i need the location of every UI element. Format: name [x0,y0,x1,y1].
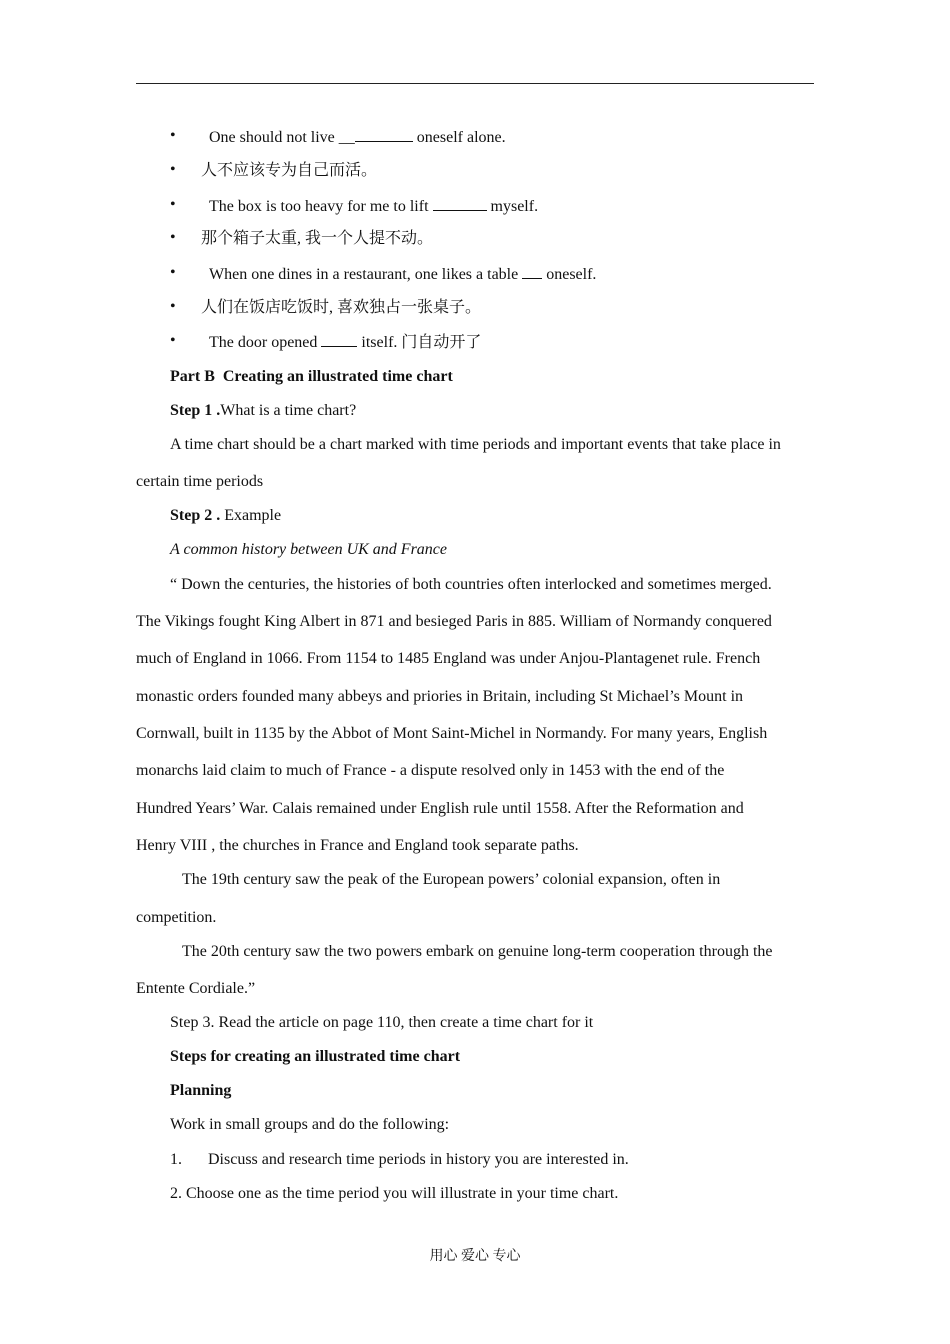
bullet-translation: 人们在饭店吃饭时, 喜欢独占一张桌子。 [201,299,482,316]
work-instruction: Work in small groups and do the following: [170,1116,450,1133]
bullet-sentence: When one dines in a restaurant, one likes a table oneself. [209,266,597,283]
bullet-sentence: The door opened itself. 门自动开了 [209,334,482,351]
example-title: A common history between UK and France [170,541,447,558]
quote-line: Cornwall, built in 1135 by the Abbot of Mont Saint-Michel in Normandy. For many years, English [136,725,768,742]
bullet-translation: 人不应该专为自己而活。 [201,162,378,179]
bullet-icon: • [170,298,176,315]
bullet-sentence: The box is too heavy for me to lift myself. [209,198,539,215]
step-1-answer-line: certain time periods [136,473,264,490]
quote-line: Hundred Years’ War. Calais remained under English rule until 1558. After the Reformation and [136,800,744,817]
step-3: Step 3. Read the article on page 110, then create a time chart for it [170,1014,594,1031]
paragraph-19th-century: The 19th century saw the peak of the European powers’ colonial expansion, often in [182,871,721,888]
bullet-icon: • [170,229,176,246]
step-1: Step 1 .What is a time chart? [170,402,357,419]
planning-heading: Planning [170,1082,232,1099]
bullet-sentence: One should not live __ oneself alone. [209,129,506,146]
quote-line: Henry VIII , the churches in France and England took separate paths. [136,837,579,854]
part-b-heading: Part B Creating an illustrated time chart [170,368,453,385]
paragraph-20th-century: Entente Cordiale.” [136,980,256,997]
step-1-answer-line: A time chart should be a chart marked with time periods and important events that take place in [170,436,781,453]
bullet-icon: • [170,127,176,144]
bullet-icon: • [170,332,176,349]
bullet-translation: 那个箱子太重, 我一个人提不动。 [201,230,434,247]
header-rule [136,83,814,84]
quote-line: much of England in 1066. From 1154 to 1485 England was under Anjou-Plantagenet rule. French [136,650,761,667]
quote-line: “ Down the centuries, the histories of both countries often interlocked and sometimes merged. [170,576,772,593]
bullet-icon: • [170,264,176,281]
quote-line: monastic orders founded many abbeys and priories in Britain, including St Michael’s Mount in [136,688,744,705]
paragraph-19th-century: competition. [136,909,217,926]
quote-line: The Vikings fought King Albert in 871 and besieged Paris in 885. William of Normandy conquered [136,613,772,630]
quote-line: monarchs laid claim to much of France - a dispute resolved only in 1453 with the end of the [136,762,725,779]
bullet-icon: • [170,161,176,178]
list-number: 1. [170,1151,182,1168]
list-item: Discuss and research time periods in history you are interested in. [208,1151,629,1168]
bullet-icon: • [170,196,176,213]
page-footer: 用心 爱心 专心 [429,1249,521,1264]
steps-heading: Steps for creating an illustrated time chart [170,1048,461,1065]
list-item: 2. Choose one as the time period you will illustrate in your time chart. [170,1185,619,1202]
paragraph-20th-century: The 20th century saw the two powers embark on genuine long-term cooperation through the [182,943,773,960]
step-2: Step 2 . Example [170,507,282,524]
